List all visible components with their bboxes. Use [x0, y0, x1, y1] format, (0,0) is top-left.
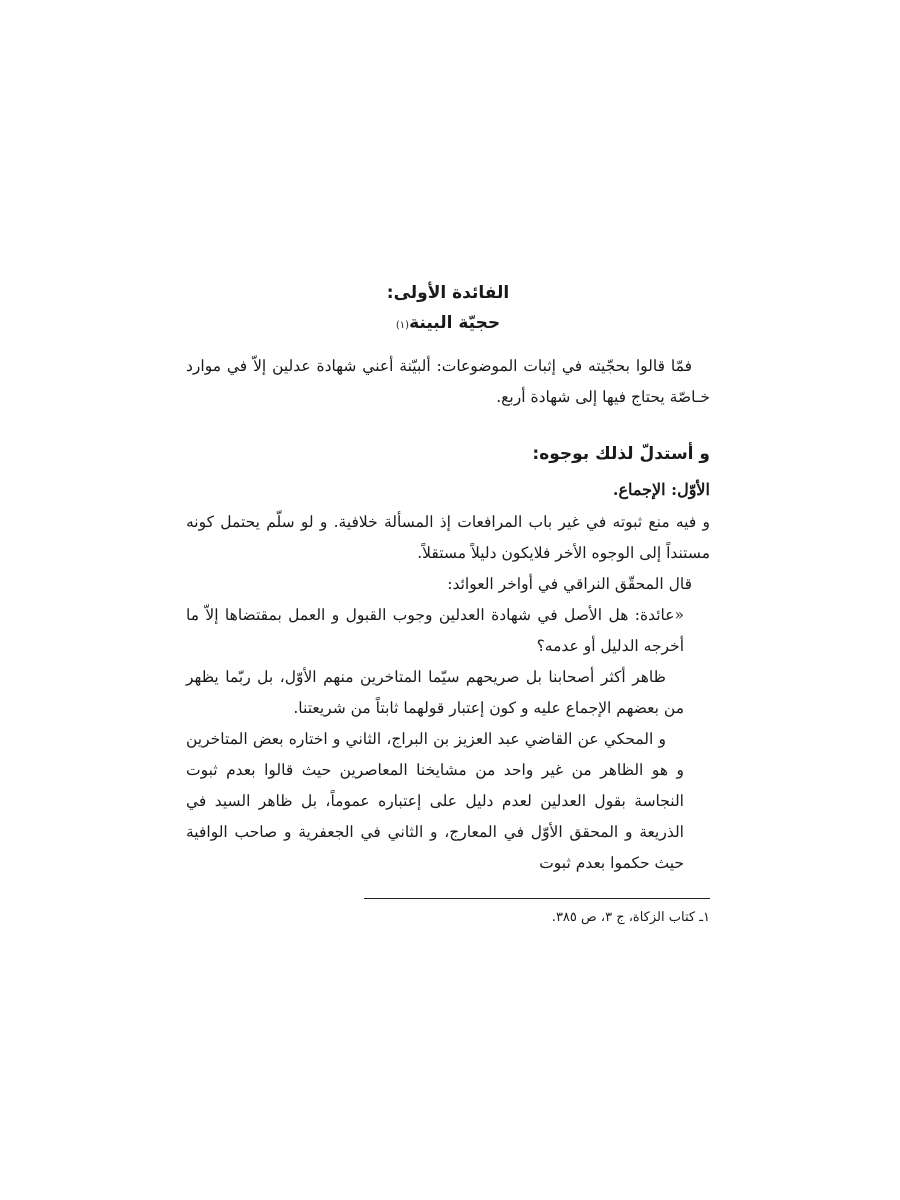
quote-paragraph-1: «عائدة: هل الأصل في شهادة العدلين وجوب القبول و العمل بمقتضاها إلاّ ما أخرجه الدليل أو عدمه؟ — [186, 606, 684, 655]
section-title: و أستدلّ لذلك بوجوه: — [532, 444, 710, 464]
chapter-heading: الفائدة الأولى: — [386, 283, 510, 303]
intro-paragraph: فمّا قالوا بحجّيته في إثبات الموضوعات: ألبيّنة أعني شهادة عدلين إلاّ في موارد خـاصّة يحتاج فيها إلى شهادة أربع. — [186, 357, 710, 406]
page-body — [186, 270, 710, 879]
quoted-block — [186, 600, 710, 879]
topic-heading — [186, 308, 710, 341]
paragraph-objection: و فيه منع ثبوته في غير باب المرافعات إذ المسألة خلافية. و لو سلّم يحتمل كونه مستنداً إلى الوجوه الأخر فلايكون دليلاً مستقلاً. — [186, 513, 710, 562]
quote-paragraph-2: ظاهر أكثر أصحابنا بل صريحهم سيّما المتاخرين منهم الأوّل، بل ربّما يظهر من بعضهم الإجماع عليه و كون إعتبار قولهما ثابتاً من شريعتنا. — [186, 668, 684, 717]
footnote-reference: (١) — [395, 320, 410, 331]
topic-heading-text: حجيّة البينة — [409, 313, 501, 333]
footnote-divider — [364, 898, 710, 899]
quote-paragraph-3: و المحكي عن القاضي عبد العزيز بن البراج، الثاني و اختاره بعض المتاخرين و هو الظاهر من غير واحد من مشايخنا المعاصرين حيث قالوا بعدم ثبوت النجاسة بقول العدلين لعدم دليل على إعتباره عموماً، بل ظاهر السيد في الذريعة و المحقق الأوّل في المعارج، و الثاني في الجعفرية و صاحب الوافية حيث حكموا بعدم ثبوت — [186, 730, 684, 872]
first-reason-title: الأوّل: الإجماع. — [612, 480, 710, 499]
footnote: ١ـ كتاب الزكاة، ج ٣، ص ٣٨٥. — [551, 910, 710, 925]
paragraph-citation-intro: قال المحقّق النراقي في أواخر العوائد: — [447, 575, 692, 593]
